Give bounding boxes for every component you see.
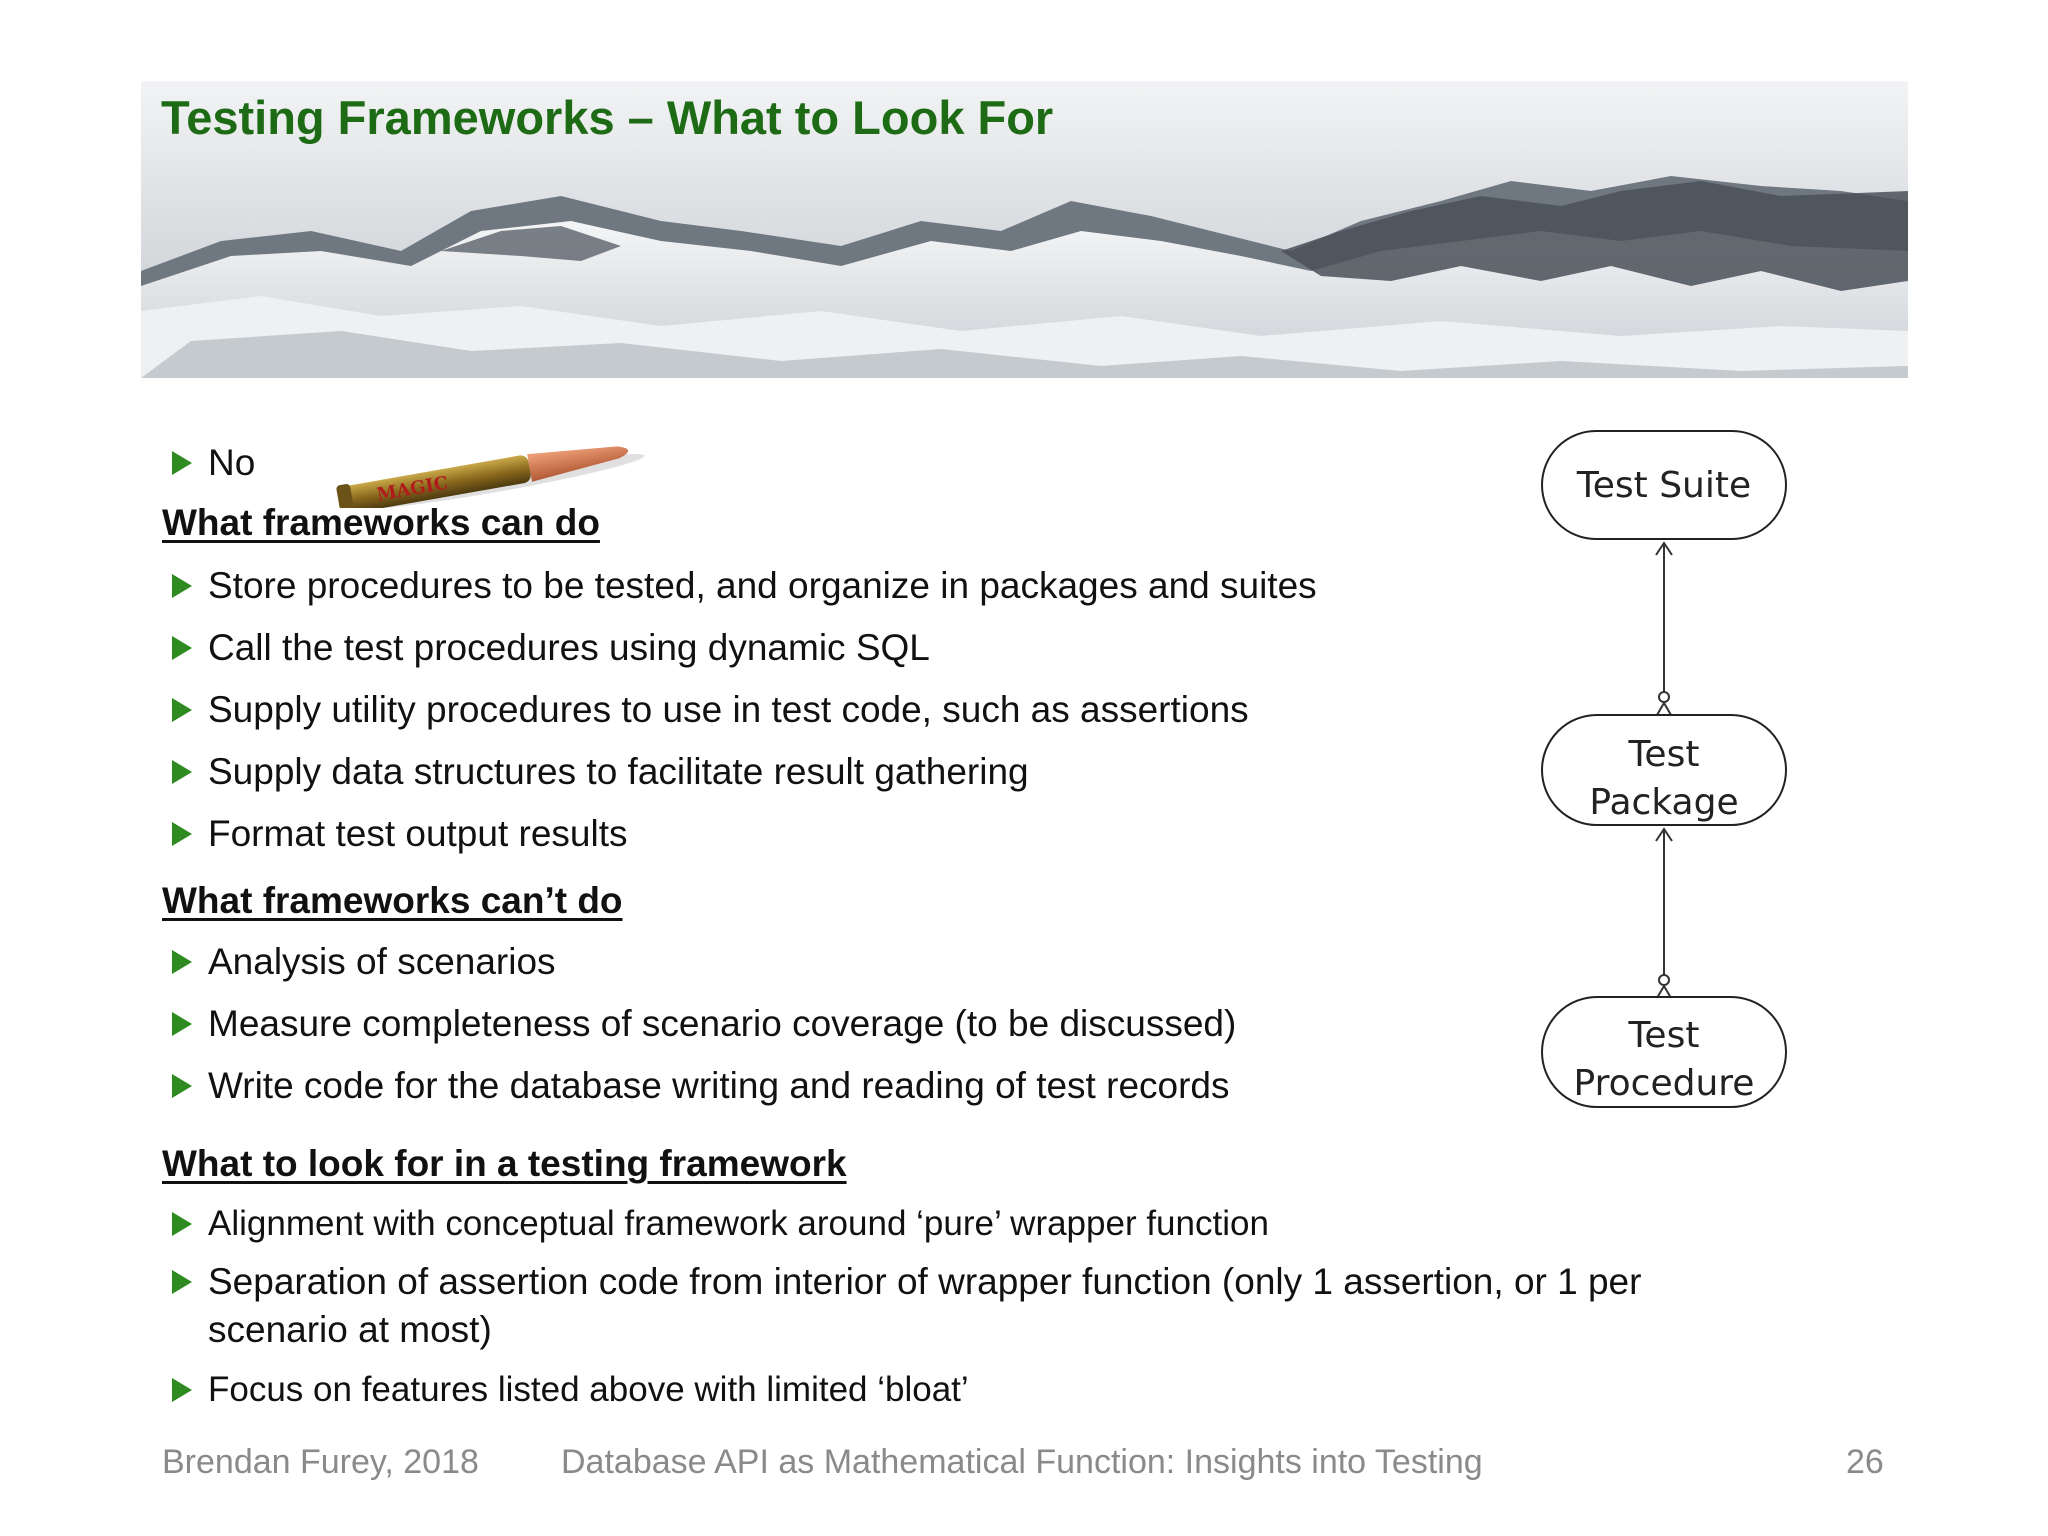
- bullet-triangle-icon: [172, 760, 192, 784]
- bullet-triangle-icon: [172, 1270, 192, 1294]
- connector-suite-package: [1656, 543, 1672, 715]
- list-item-text: Alignment with conceptual framework around ‘pure’ wrapper function: [208, 1204, 1269, 1243]
- bullet-triangle-icon: [172, 574, 192, 598]
- bullet-triangle-icon: [172, 451, 192, 475]
- bullet-triangle-icon: [172, 698, 192, 722]
- footer-author: Brendan Furey, 2018: [162, 1443, 479, 1481]
- node-test-procedure: [1542, 997, 1786, 1107]
- node-test-procedure-label-2: Procedure: [1573, 1063, 1755, 1104]
- node-test-package: [1542, 715, 1786, 825]
- heading-cant-do: What frameworks can’t do: [162, 880, 623, 921]
- bullet-triangle-icon: [172, 822, 192, 846]
- magic-label: MAGIC: [375, 472, 450, 506]
- list-item-text: Analysis of scenarios: [208, 941, 556, 982]
- footer-talk-title: Database API as Mathematical Function: Insights into Testing: [561, 1443, 1483, 1481]
- bullet-triangle-icon: [172, 1012, 192, 1036]
- framework-hierarchy-diagram: [1530, 425, 1810, 1115]
- list-item-text: Focus on features listed above with limited ‘bloat’: [208, 1370, 969, 1409]
- node-test-procedure-label-1: Test: [1628, 1015, 1700, 1056]
- list-item-text: Call the test procedures using dynamic SQL: [208, 627, 930, 668]
- bullet-triangle-icon: [172, 636, 192, 660]
- list-item-text: Format test output results: [208, 813, 628, 854]
- heading-look-for: What to look for in a testing framework: [162, 1143, 847, 1184]
- list-item-text: Supply utility procedures to use in test code, such as assertions: [208, 689, 1249, 730]
- bullet-triangle-icon: [172, 1212, 192, 1236]
- list-item-text: Supply data structures to facilitate result gathering: [208, 751, 1029, 792]
- node-test-package-label-2: Package: [1589, 782, 1739, 823]
- node-test-package-label-1: Test: [1628, 734, 1700, 775]
- magic-bullet-icon: [330, 438, 660, 508]
- bullet-text: No: [208, 442, 256, 483]
- list-item-text: Store procedures to be tested, and organize in packages and suites: [208, 565, 1317, 606]
- slide-title: Testing Frameworks – What to Look For: [161, 91, 1054, 144]
- heading-can-do: What frameworks can do: [162, 502, 600, 543]
- connector-package-procedure: [1656, 829, 1672, 998]
- bullet-triangle-icon: [172, 950, 192, 974]
- bullet-triangle-icon: [172, 1378, 192, 1402]
- node-test-suite-label: Test Suite: [1576, 465, 1752, 506]
- list-item-text: Measure completeness of scenario coverage (to be discussed): [208, 1003, 1237, 1044]
- list-item-text: Write code for the database writing and reading of test records: [208, 1065, 1230, 1106]
- bullet-triangle-icon: [172, 1074, 192, 1098]
- list-item-text: Separation of assertion code from interior of wrapper function (only 1 assertion, or 1 per scenario at most): [208, 1261, 1642, 1350]
- node-test-suite: [1542, 431, 1786, 539]
- footer-page-number: 26: [1846, 1443, 1884, 1481]
